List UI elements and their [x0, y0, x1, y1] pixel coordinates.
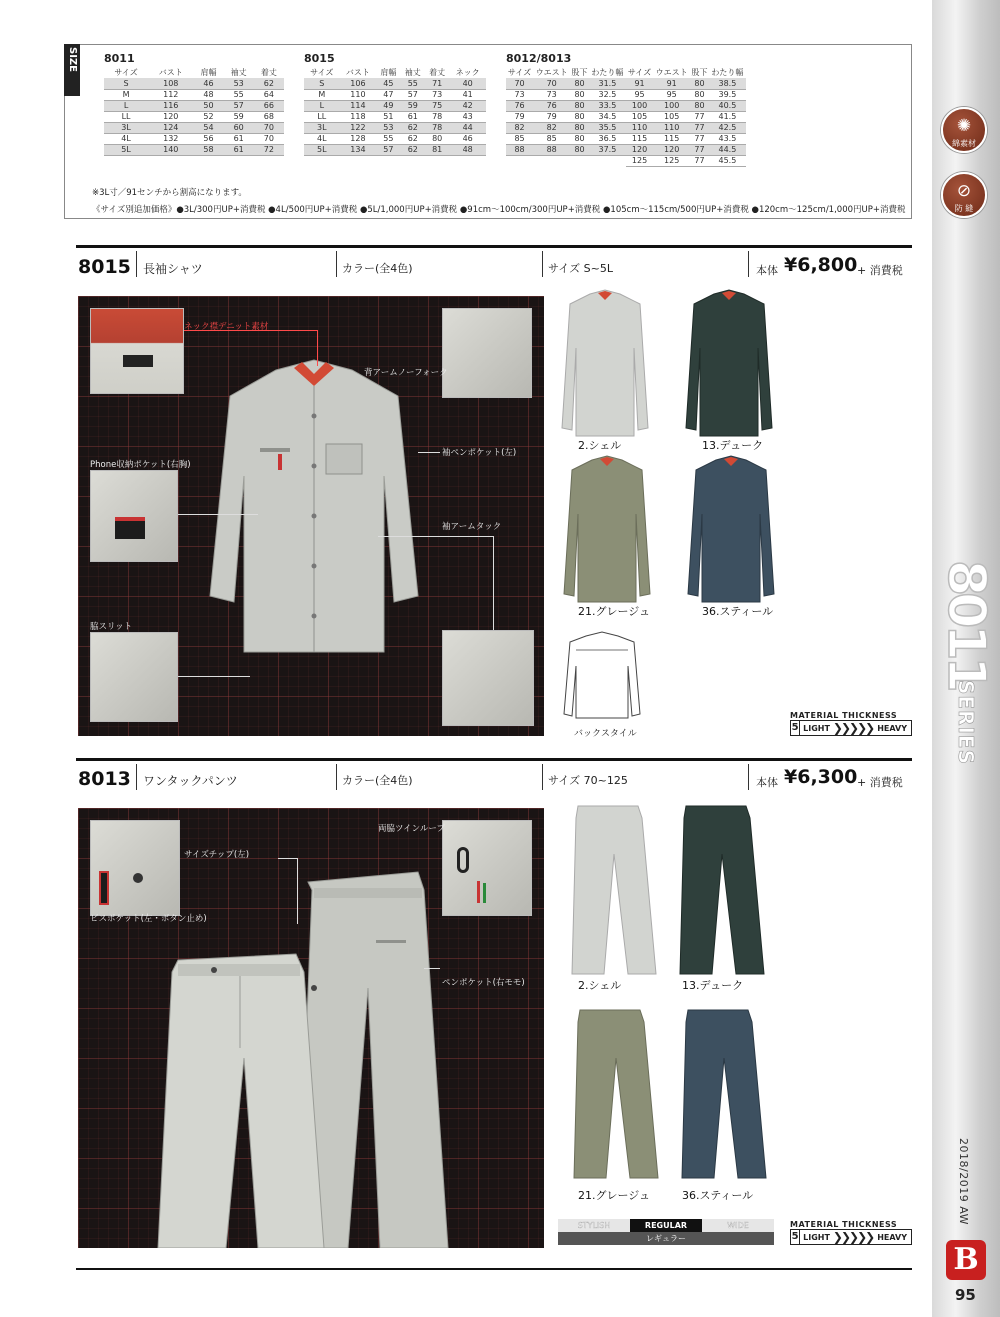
- table-cell: 95: [653, 89, 690, 100]
- pants-header-rule: [76, 758, 912, 761]
- shirt-code: 8015: [78, 256, 131, 278]
- cotton-icon: ✺: [956, 116, 972, 136]
- side-slit-photo: [90, 632, 178, 722]
- table-cell: 82: [533, 122, 570, 133]
- table-cell: 4L: [304, 133, 340, 144]
- leader-line: [378, 536, 494, 630]
- callout-phone-pocket: Phone収納ポケット(右胸): [90, 460, 191, 470]
- fit-regular: REGULAR: [630, 1219, 702, 1232]
- table-cell: 106: [340, 78, 377, 89]
- no-sewing-icon: ⊘: [956, 181, 972, 201]
- table-cell: 77: [690, 122, 709, 133]
- table-cell: 62: [401, 144, 425, 155]
- table-cell: 76: [506, 100, 533, 111]
- table-row: [104, 78, 284, 89]
- table-cell: 118: [340, 111, 377, 122]
- callout-twin-loop: 両脇ツインループ: [378, 824, 445, 834]
- table-cell: 53: [376, 122, 400, 133]
- back-style-label: バックスタイル: [574, 729, 637, 739]
- table-cell: 120: [626, 144, 653, 155]
- column-header: サイズ: [507, 67, 532, 77]
- table-cell: 64: [254, 89, 284, 100]
- table-cell: 51: [376, 111, 400, 122]
- size-surcharge-note: 《サイズ別追加価格》●3L/300円UP+消費税 ●4L/500円UP+消費税 ●5L/1,000円UP+消費税 ●91cm～100cm/300円UP+消費税 ●105cm～115cm/500円UP+消費税 ●120cm～125cm/1,000円UP+消費税: [92, 205, 906, 215]
- table-header-row: [304, 66, 486, 78]
- table-cell: L: [104, 100, 148, 111]
- column-header: 股下: [691, 67, 708, 77]
- callout-neck: ネック襟デニット素材: [184, 322, 269, 332]
- table-row: [104, 100, 284, 111]
- callout-sleeve-tuck: 袖アームタック: [442, 522, 502, 532]
- pants-code: 8013: [78, 768, 131, 790]
- table-cell: 39.5: [709, 89, 746, 100]
- table-cell: 31.5: [589, 78, 626, 89]
- column-header: 袖丈: [230, 67, 247, 77]
- leader-line: [424, 968, 440, 969]
- size-table-8011: [104, 66, 284, 156]
- pants-swatch-greige: [570, 1008, 660, 1180]
- swatch-label-duke: 13.デューク: [702, 439, 764, 452]
- table-cell: 58: [193, 144, 223, 155]
- shirt-swatch-steel: [686, 454, 776, 604]
- table-cell: 125: [626, 155, 653, 166]
- table-cell: 73: [425, 89, 449, 100]
- table-cell: 32.5: [589, 89, 626, 100]
- series-number: 8011: [936, 560, 996, 689]
- table-row: [304, 100, 486, 111]
- pants-swatch-label-shell: 2.シェル: [578, 979, 622, 992]
- table-cell: 46: [449, 133, 486, 144]
- table-cell: 80: [570, 122, 589, 133]
- leader-line: [178, 676, 250, 677]
- table-cell: 120: [653, 144, 690, 155]
- callout-pen-pocket: ペンポケット(右モモ): [442, 978, 525, 988]
- table-cell: 42.5: [709, 122, 746, 133]
- label-tag: [123, 355, 153, 367]
- table-cell: 48: [449, 144, 486, 155]
- table-row: [304, 89, 486, 100]
- table-cell: 125: [653, 155, 690, 166]
- table-row: [506, 155, 746, 166]
- table-cell: 41: [449, 89, 486, 100]
- table-cell: S: [304, 78, 340, 89]
- column-header: 着丈: [260, 67, 277, 77]
- thickness-light: LIGHT: [803, 723, 830, 733]
- table-cell: 70: [533, 78, 570, 89]
- size-note: ※3L寸／91センチから割高になります。: [92, 188, 247, 198]
- table-row: [104, 133, 284, 144]
- leader-line: [418, 452, 440, 453]
- table-cell: 4L: [104, 133, 148, 144]
- table-row: [104, 144, 284, 155]
- table-cell: 112: [148, 89, 193, 100]
- column-header: ウエスト: [535, 67, 568, 77]
- table-cell: 62: [401, 133, 425, 144]
- table-cell: 53: [224, 78, 254, 89]
- thickness-value: 5: [791, 1231, 799, 1242]
- table-cell: 80: [690, 78, 709, 89]
- sewing-badge-label: 防 縫: [954, 204, 974, 213]
- shirt-name: 長袖シャツ: [143, 262, 203, 276]
- table-cell: 61: [224, 133, 254, 144]
- table-cell: 80: [570, 78, 589, 89]
- table-cell: M: [104, 89, 148, 100]
- pocket-flap: [99, 871, 109, 905]
- table-row: [304, 144, 486, 155]
- table-cell: 44.5: [709, 144, 746, 155]
- table-cell: 116: [148, 100, 193, 111]
- size-table-8015: [304, 66, 486, 156]
- table-cell: 3L: [304, 122, 340, 133]
- table-cell: 54: [193, 122, 223, 133]
- table-cell: 100: [653, 100, 690, 111]
- column-header: 肩幅: [200, 67, 217, 77]
- pants-main-image: [148, 868, 508, 1248]
- fit-wide: WIDE: [702, 1219, 774, 1232]
- table-cell: 50: [193, 100, 223, 111]
- table-cell: [570, 155, 589, 166]
- material-thickness-title: MATERIAL THICKNESS: [790, 1220, 898, 1229]
- column-header: ネック: [455, 67, 480, 77]
- table-cell: 114: [340, 100, 377, 111]
- callout-bis-pocket: ビスポケット(左・ボタン止め): [90, 914, 207, 924]
- table-cell: 62: [401, 122, 425, 133]
- table-cell: [533, 155, 570, 166]
- table-cell: 77: [690, 144, 709, 155]
- season-label: 2018/2019 AW: [957, 1138, 970, 1225]
- table-cell: 70: [254, 133, 284, 144]
- table-8011-title: 8011: [104, 52, 135, 65]
- table-row: [304, 111, 486, 122]
- table-cell: 60: [224, 122, 254, 133]
- pants-photo-panel: [78, 808, 544, 1248]
- table-cell: S: [104, 78, 148, 89]
- table-cell: M: [304, 89, 340, 100]
- table-cell: 62: [254, 78, 284, 89]
- table-cell: 55: [401, 78, 425, 89]
- back-detail-photo: [442, 308, 532, 398]
- table-cell: 128: [340, 133, 377, 144]
- table-cell: 52: [193, 111, 223, 122]
- table-header-row: [506, 66, 746, 78]
- table-cell: 47: [376, 89, 400, 100]
- table-cell: 66: [254, 100, 284, 111]
- table-row: [104, 111, 284, 122]
- size-table-8012-8013: [506, 66, 746, 167]
- column-header: 袖丈: [404, 67, 421, 77]
- page-number: 95: [955, 1286, 976, 1304]
- table-cell: 75: [425, 100, 449, 111]
- pants-price: ¥6,300: [784, 766, 858, 788]
- leader-line: [178, 514, 258, 515]
- table-cell: 59: [401, 100, 425, 111]
- table-cell: L: [304, 100, 340, 111]
- phone-pocket-photo: [90, 470, 178, 562]
- table-cell: 55: [376, 133, 400, 144]
- table-cell: 88: [506, 144, 533, 155]
- shirt-tax: + 消費税: [857, 264, 903, 277]
- column-header: 肩幅: [380, 67, 397, 77]
- shirt-sizes: サイズ S~5L: [548, 262, 613, 275]
- thickness-heavy: HEAVY: [877, 723, 907, 733]
- material-thickness-bar: [790, 1229, 912, 1245]
- fit-label: レギュラー: [558, 1232, 774, 1245]
- sewing-badge: [941, 172, 987, 218]
- thickness-value: 5: [791, 722, 799, 733]
- table-cell: 73: [506, 89, 533, 100]
- chevron-arrows-icon: ❯❯❯❯❯: [832, 1230, 874, 1244]
- divider: [336, 251, 337, 277]
- table-cell: 59: [224, 111, 254, 122]
- divider: [136, 764, 137, 790]
- table-cell: 68: [254, 111, 284, 122]
- table-cell: 34.5: [589, 111, 626, 122]
- table-row: [506, 89, 746, 100]
- brand-logo: B: [946, 1240, 986, 1280]
- table-cell: 57: [401, 89, 425, 100]
- table-cell: 80: [570, 89, 589, 100]
- cotton-badge-label: 綿素材: [952, 139, 976, 148]
- column-header: 股下: [571, 67, 588, 77]
- table-cell: 57: [224, 100, 254, 111]
- table-cell: 95: [626, 89, 653, 100]
- table-cell: 91: [653, 78, 690, 89]
- divider: [748, 764, 749, 790]
- table-cell: 5L: [104, 144, 148, 155]
- table-row: [104, 122, 284, 133]
- pants-swatch-label-greige: 21.グレージュ: [578, 1189, 651, 1202]
- table-cell: 110: [340, 89, 377, 100]
- pants-swatch-label-duke: 13.デューク: [682, 979, 744, 992]
- table-cell: 134: [340, 144, 377, 155]
- table-cell: 78: [425, 122, 449, 133]
- table-cell: 122: [340, 122, 377, 133]
- leader-line: [184, 330, 318, 366]
- pants-price-label: 本体: [756, 776, 778, 789]
- callout-side-slit: 脇スリット: [90, 622, 133, 632]
- table-cell: 76: [533, 100, 570, 111]
- table-cell: 73: [533, 89, 570, 100]
- table-cell: 38.5: [709, 78, 746, 89]
- table-cell: 72: [254, 144, 284, 155]
- bottom-rule: [76, 1268, 912, 1270]
- table-cell: 33.5: [589, 100, 626, 111]
- pants-swatch-shell: [568, 804, 658, 976]
- table-row: [506, 122, 746, 133]
- table-row: [506, 144, 746, 155]
- table-cell: 48: [193, 89, 223, 100]
- shirt-swatch-greige: [562, 454, 652, 604]
- divider: [136, 251, 137, 277]
- table-header-row: [104, 66, 284, 78]
- table-cell: 56: [193, 133, 223, 144]
- table-cell: 79: [533, 111, 570, 122]
- table-cell: LL: [104, 111, 148, 122]
- shirt-header-rule: [76, 245, 912, 248]
- table-row: [304, 133, 486, 144]
- table-cell: 42: [449, 100, 486, 111]
- table-cell: 115: [626, 133, 653, 144]
- table-row: [104, 89, 284, 100]
- table-cell: 105: [653, 111, 690, 122]
- table-cell: 80: [570, 133, 589, 144]
- table-row: [304, 122, 486, 133]
- divider: [336, 764, 337, 790]
- table-cell: 80: [570, 111, 589, 122]
- table-cell: 77: [690, 111, 709, 122]
- table-cell: [506, 155, 533, 166]
- table-cell: [589, 155, 626, 166]
- column-header: サイズ: [627, 67, 652, 77]
- table-cell: 80: [570, 144, 589, 155]
- shirt-price-label: 本体: [756, 264, 778, 277]
- table-cell: 45.5: [709, 155, 746, 166]
- pants-name: ワンタックパンツ: [143, 774, 238, 788]
- table-cell: 132: [148, 133, 193, 144]
- series-word: SERIES: [954, 680, 978, 765]
- table-cell: 85: [533, 133, 570, 144]
- pants-colors: カラー(全4色): [342, 774, 413, 787]
- table-cell: 3L: [104, 122, 148, 133]
- table-cell: 79: [506, 111, 533, 122]
- column-header: わたり幅: [591, 67, 624, 77]
- table-cell: 36.5: [589, 133, 626, 144]
- table-cell: 57: [376, 144, 400, 155]
- table-cell: 61: [224, 144, 254, 155]
- table-cell: 40.5: [709, 100, 746, 111]
- table-cell: 40: [449, 78, 486, 89]
- cotton-material-badge: [941, 107, 987, 153]
- table-cell: 105: [626, 111, 653, 122]
- swatch-label-shell: 2.シェル: [578, 439, 622, 452]
- column-header: バスト: [345, 67, 370, 77]
- table-cell: 70: [254, 122, 284, 133]
- table-row: [506, 78, 746, 89]
- back-style-drawing: [562, 630, 642, 722]
- column-header: バスト: [158, 67, 183, 77]
- table-cell: 91: [626, 78, 653, 89]
- column-header: わたり幅: [711, 67, 744, 77]
- table-cell: 55: [224, 89, 254, 100]
- table-cell: 80: [570, 100, 589, 111]
- table-row: [506, 133, 746, 144]
- thickness-heavy: HEAVY: [877, 1232, 907, 1242]
- table-row: [506, 111, 746, 122]
- table-cell: 80: [690, 100, 709, 111]
- table-cell: 71: [425, 78, 449, 89]
- table-cell: 77: [690, 155, 709, 166]
- swatch-label-greige: 21.グレージュ: [578, 605, 651, 618]
- column-header: ウエスト: [655, 67, 688, 77]
- material-thickness-bar: [790, 720, 912, 736]
- leader-line: [278, 858, 298, 924]
- material-thickness-title: MATERIAL THICKNESS: [790, 711, 898, 720]
- button-icon: [133, 873, 143, 883]
- table-cell: 110: [653, 122, 690, 133]
- table-row: [506, 100, 746, 111]
- pants-swatch-steel: [678, 1008, 768, 1180]
- table-row: [304, 78, 486, 89]
- table-cell: 5L: [304, 144, 340, 155]
- size-tag-text: SIZE: [67, 47, 78, 73]
- divider: [542, 251, 543, 277]
- column-header: サイズ: [114, 67, 138, 77]
- callout-back: 背アームノーフォーク: [364, 368, 448, 378]
- table-cell: 82: [506, 122, 533, 133]
- pants-swatch-label-steel: 36.スティール: [682, 1189, 754, 1202]
- divider: [748, 251, 749, 277]
- table-cell: 80: [425, 133, 449, 144]
- divider: [542, 764, 543, 790]
- shirt-colors: カラー(全4色): [342, 262, 413, 275]
- callout-size-chip: サイズチップ(左): [184, 850, 250, 860]
- table-cell: 100: [626, 100, 653, 111]
- table-cell: 80: [690, 89, 709, 100]
- table-cell: 49: [376, 100, 400, 111]
- table-cell: 61: [401, 111, 425, 122]
- table-8012-title: 8012/8013: [506, 52, 572, 65]
- table-cell: 43.5: [709, 133, 746, 144]
- table-cell: 45: [376, 78, 400, 89]
- neck-detail-photo: [90, 308, 184, 394]
- table-cell: 78: [425, 111, 449, 122]
- pants-swatch-duke: [676, 804, 766, 976]
- table-cell: 77: [690, 133, 709, 144]
- swatch-label-steel: 36.スティール: [702, 605, 774, 618]
- table-cell: 81: [425, 144, 449, 155]
- shirt-photo-panel: [78, 296, 544, 736]
- column-header: 着丈: [429, 67, 446, 77]
- table-cell: 124: [148, 122, 193, 133]
- table-cell: 44: [449, 122, 486, 133]
- thickness-light: LIGHT: [803, 1232, 830, 1242]
- pants-tax: + 消費税: [857, 776, 903, 789]
- table-cell: 35.5: [589, 122, 626, 133]
- table-cell: 108: [148, 78, 193, 89]
- table-cell: 41.5: [709, 111, 746, 122]
- table-cell: 88: [533, 144, 570, 155]
- table-8015-title: 8015: [304, 52, 335, 65]
- fit-indicator: [558, 1219, 774, 1245]
- chevron-arrows-icon: ❯❯❯❯❯: [832, 721, 874, 735]
- sleeve-tuck-photo: [442, 630, 534, 726]
- table-cell: 110: [626, 122, 653, 133]
- callout-sleeve-pen: 袖ペンポケット(左): [442, 448, 517, 458]
- table-cell: 85: [506, 133, 533, 144]
- table-cell: 43: [449, 111, 486, 122]
- table-cell: 46: [193, 78, 223, 89]
- table-cell: 37.5: [589, 144, 626, 155]
- size-tag: [64, 44, 80, 96]
- fit-stylish: STYLISH: [558, 1219, 630, 1232]
- table-cell: 140: [148, 144, 193, 155]
- table-cell: LL: [304, 111, 340, 122]
- phone-icon: [115, 517, 145, 539]
- pants-sizes: サイズ 70~125: [548, 774, 628, 787]
- shirt-swatch-shell: [560, 288, 650, 438]
- table-cell: 115: [653, 133, 690, 144]
- shirt-price: ¥6,800: [784, 254, 858, 276]
- shirt-swatch-duke: [684, 288, 774, 438]
- column-header: サイズ: [310, 67, 334, 77]
- table-cell: 70: [506, 78, 533, 89]
- table-cell: 120: [148, 111, 193, 122]
